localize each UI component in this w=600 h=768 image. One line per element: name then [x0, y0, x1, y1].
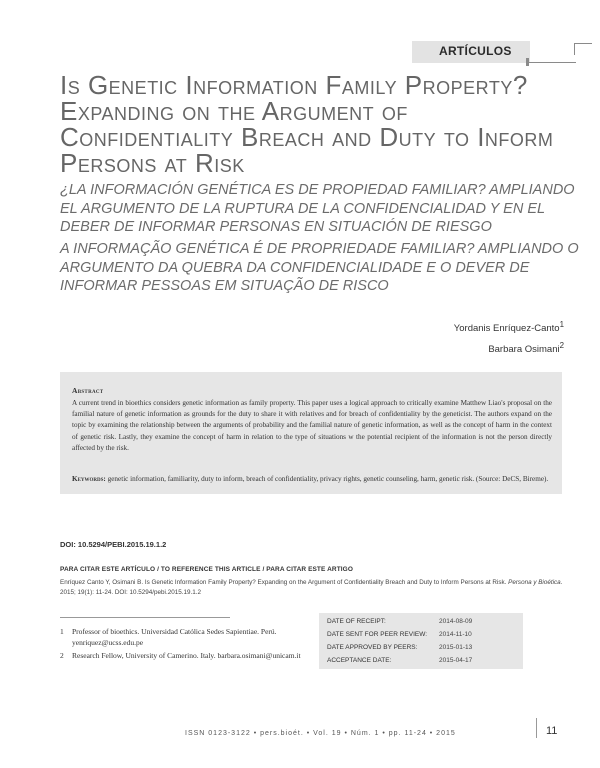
citation-journal: Persona y Bioética [508, 579, 561, 586]
tab-accent-line [527, 62, 576, 63]
footnote-rule [60, 617, 230, 618]
footnotes [60, 626, 310, 663]
date-row: ACCEPTANCE DATE: 2015-04-17 [327, 657, 473, 664]
title-spanish: ¿LA INFORMACIÓN GENÉTICA ES DE PROPIEDAD FAMILIAR? AMPLIANDO EL ARGUMENTO DE LA RUPTURA DE LA CONFIDENCIALIDAD Y EN EL DEBER DE INFORMAR PERSONAS EN SITUACIÓN DE RIESGO [60, 182, 575, 235]
section-label: ARTÍCULOS [439, 44, 512, 58]
title-english: Is Genetic Information Family Property? Expanding on the Argument of Confidentiality Breach and Duty to Inform Persons at Risk [60, 70, 554, 178]
cite-heading: PARA CITAR ESTE ARTÍCULO / TO REFERENCE THIS ARTICLE / PARA CITAR ESTE ARTIGO [60, 566, 353, 573]
keywords-label: Keywords: [72, 475, 106, 483]
doi: DOI: 10.5294/PEBI.2015.19.1.2 [60, 540, 167, 549]
abstract-box [60, 372, 562, 494]
authors [454, 316, 564, 358]
author-1: Yordanis Enríquez-Canto$^1$ [453, 320, 564, 335]
author-2: Barbara Osimani$^2$ [488, 341, 564, 356]
keywords-text: genetic information, familiarity, duty to inform, breach of confidentiality, privacy rights, genetic counseling, harm, genetic risk. (Source: DeCS, Bireme). [107, 475, 549, 483]
title-portuguese: A INFORMAÇÃO GENÉTICA É DE PROPRIEDADE FAMILIAR? AMPLIANDO O ARGUMENTO DA QUEBRA DA CONFIDENCIALIDADE E O DEVER DE INFORMAR PESSOAS EM SITUAÇÃO DE RISCO [60, 241, 579, 294]
abstract-text: A current trend in bioethics considers genetic information as family property. This paper uses a logical approach to critically examine Matthew Liao's proposal on the familial nature of genetic information as grounds for the duty to share it with relatives and for breach of confidentiality by the geneticist. The authors expand on the topic by examining the relationship between the arguments of probability and the familial nature of genetic information, as well as the concept of harm in the context of genetic risk. Lastly, they examine the concept of harm in relation to the type of situations w the potential recipient of the information is not the person directly affected by the risk. [72, 399, 552, 452]
corner-bracket-vertical [574, 43, 575, 55]
footnote: 1 Professor of bioethics. Universidad Católica Sedes Sapientiae. Perú. yenriquez@ucss.edu.pe [60, 627, 277, 647]
citation: Enríquez Canto Y, Osimani B. Is Genetic Information Family Property? Expanding on the Argument of Confidentiality Breach and Duty to Inform Persons at Risk. Persona y Bioética. 2015; 19(1): 11-24. DOI: 10.5294/pebi.2015.19.1.2 [60, 579, 563, 596]
footnote: 2 Research Fellow, University of Camerino. Italy. barbara.osimani@unicam.it [60, 651, 301, 660]
date-row: DATE OF RECEIPT: 2014-08-09 [327, 618, 473, 625]
footer-divider [536, 718, 537, 738]
keywords [72, 474, 552, 485]
date-row: DATE APPROVED BY PEERS: 2015-01-13 [327, 644, 473, 651]
dates-box [319, 613, 523, 669]
section-tab [412, 41, 530, 63]
corner-bracket-horizontal [574, 43, 592, 44]
date-row: DATE SENT FOR PEER REVIEW: 2014-11-10 [327, 631, 472, 638]
abstract-label: Abstract [72, 386, 104, 395]
page-footer: ISSN 0123-3122 • pers.bioét. • Vol. 19 • Núm. 1 • pp. 11-24 • 2015 [185, 730, 456, 737]
page-number: 11 [546, 725, 558, 737]
